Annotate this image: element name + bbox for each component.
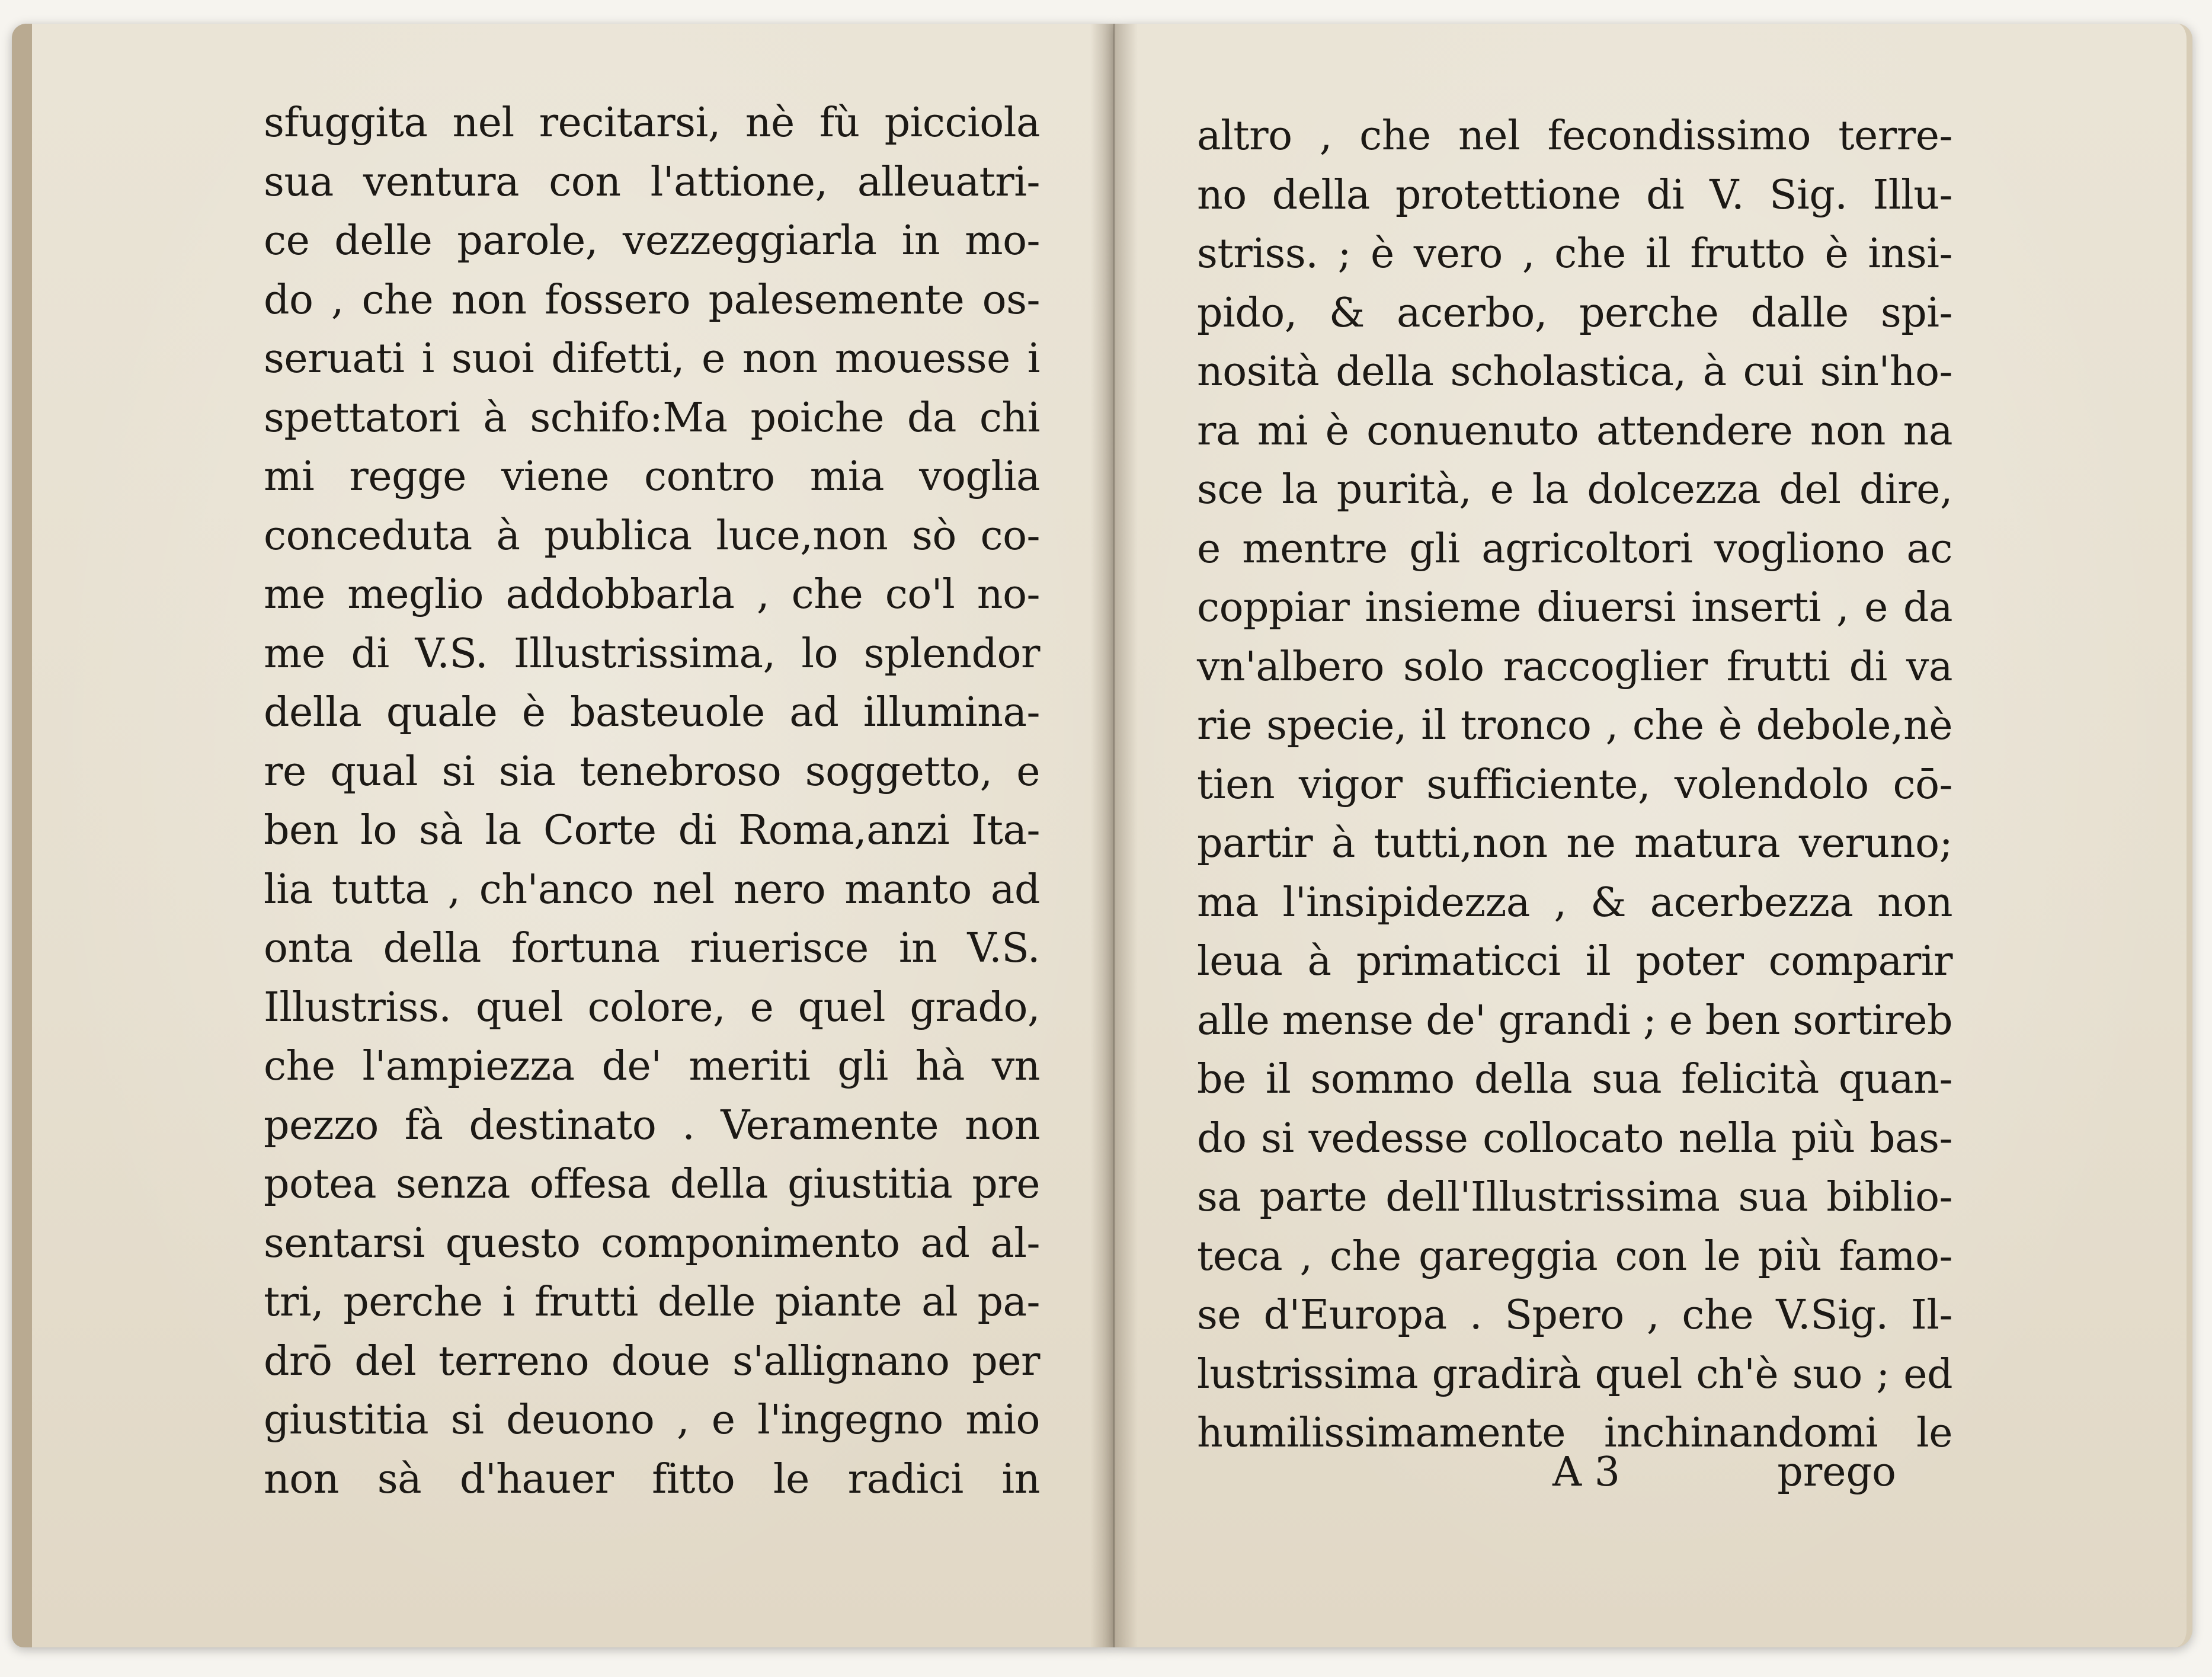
text-line: Illustriss. quel colore, e quel grado, <box>264 984 1040 1031</box>
text-line: vn'albero solo raccoglier frutti di va <box>1197 643 1952 690</box>
text-line: humilissimamente inchinandomi le <box>1197 1410 1952 1457</box>
text-line: lia tutta , ch'anco nel nero manto ad <box>264 866 1040 913</box>
text-line: me meglio addobbarla , che co'l no- <box>264 571 1040 618</box>
right-page-text <box>1197 107 1952 1463</box>
text-line: drō del terreno doue s'allignano per <box>264 1337 1040 1385</box>
text-line: e mentre gli agricoltori vogliono ac <box>1197 525 1952 572</box>
text-line: do si vedesse collocato nella più bas- <box>1197 1115 1952 1162</box>
text-line: giustitia si deuono , e l'ingegno mio <box>264 1397 1040 1444</box>
text-line: re qual si sia tenebroso soggetto, e <box>264 748 1040 795</box>
text-line: della quale è basteuole ad illumina- <box>264 689 1040 736</box>
text-line: coppiar insieme diuersi inserti , e da <box>1197 584 1952 631</box>
text-line: partir à tutti,non ne matura veruno; <box>1197 820 1952 867</box>
book-gutter <box>1090 24 1138 1647</box>
text-line: tien vigor sufficiente, volendolo cō- <box>1197 761 1952 808</box>
text-line: che l'ampiezza de' meriti gli hà vn <box>264 1043 1040 1090</box>
text-line: seruati i suoi difetti, e non mouesse i <box>264 335 1040 382</box>
text-line: sa parte dell'Illustrissima sua biblio- <box>1197 1174 1952 1221</box>
text-line: be il sommo della sua felicità quan- <box>1197 1056 1952 1103</box>
text-line: sfuggita nel recitarsi, nè fù picciola <box>264 100 1040 146</box>
text-line: sua ventura con l'attione, alleuatri- <box>264 158 1040 206</box>
text-line: tri, perche i frutti delle piante al pa- <box>264 1279 1040 1326</box>
text-line: conceduta à publica luce,non sò co- <box>264 512 1040 559</box>
text-line: altro , che nel fecondissimo terre- <box>1197 113 1952 159</box>
text-line: pido, & acerbo, perche dalle spi- <box>1197 289 1952 337</box>
text-line: teca , che gareggia con le più famo- <box>1197 1233 1952 1280</box>
text-line: ra mi è conuenuto attendere non na <box>1197 407 1952 455</box>
text-line: ce delle parole, vezzeggiarla in mo- <box>264 217 1040 264</box>
text-line: onta della fortuna riuerisce in V.S. <box>264 925 1040 972</box>
text-line: rie specie, il tronco , che è debole,nè <box>1197 702 1952 749</box>
text-line: potea senza offesa della giustitia pre <box>264 1161 1040 1208</box>
text-line: leua à primaticci il poter comparir <box>1197 938 1952 985</box>
text-line: spettatori à schifo:Ma poiche da chi <box>264 394 1040 441</box>
text-line: sce la purità, e la dolcezza del dire, <box>1197 466 1952 513</box>
text-line: nosità della scholastica, à cui sin'ho- <box>1197 348 1952 395</box>
text-line: me di V.S. Illustrissima, lo splendor <box>264 630 1040 677</box>
text-line: alle mense de' grandi ; e ben sortireb <box>1197 997 1952 1044</box>
page-footer <box>1552 1449 1896 1508</box>
text-line: non sà d'hauer fitto le radici in <box>264 1455 1040 1503</box>
text-line: ben lo sà la Corte di Roma,anzi Ita- <box>264 807 1040 854</box>
text-line: ma l'insipidezza , & acerbezza non <box>1197 879 1952 926</box>
signature-mark: A 3 <box>1552 1449 1620 1496</box>
text-line: striss. ; è vero , che il frutto è insi- <box>1197 231 1952 277</box>
left-page-text <box>264 94 1040 1509</box>
text-line: sentarsi questo componimento ad al- <box>264 1220 1040 1267</box>
text-line: se d'Europa . Spero , che V.Sig. Il- <box>1197 1292 1952 1339</box>
text-line: pezzo fà destinato . Veramente non <box>264 1102 1040 1149</box>
text-line: no della protettione di V. Sig. Illu- <box>1197 171 1952 219</box>
catchword: prego <box>1777 1449 1896 1496</box>
text-line: do , che non fossero palesemente os- <box>264 276 1040 324</box>
text-line: mi regge viene contro mia voglia <box>264 453 1040 500</box>
text-line: lustrissima gradirà quel ch'è suo ; ed <box>1197 1350 1952 1398</box>
